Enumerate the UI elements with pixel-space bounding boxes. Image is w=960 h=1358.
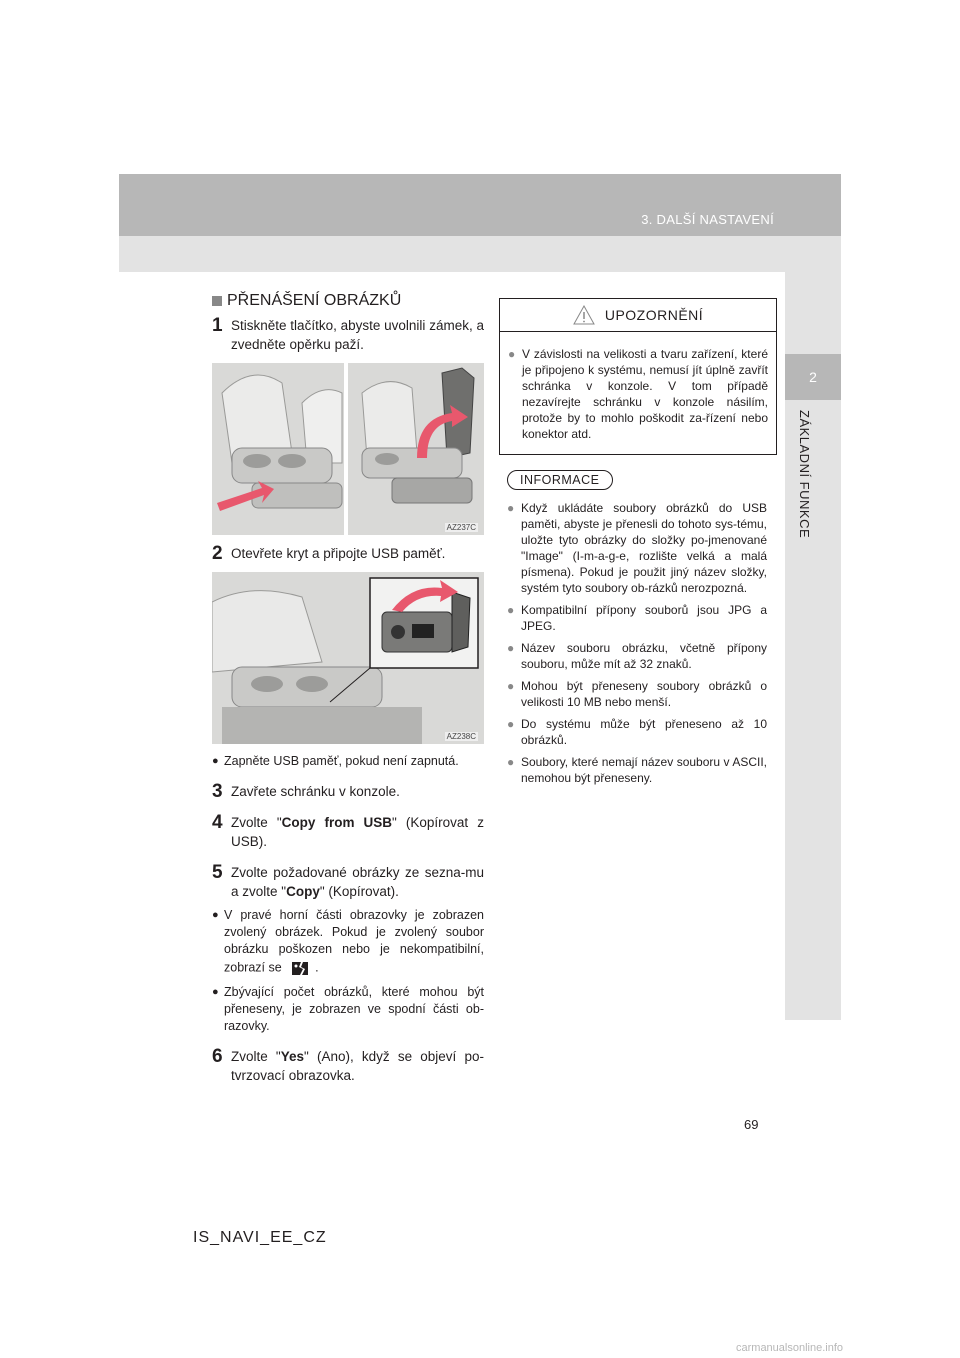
armrest-illustration xyxy=(212,363,484,535)
step-text xyxy=(231,863,484,901)
bullet-dot-icon: ● xyxy=(507,679,515,693)
warning-body xyxy=(500,332,776,454)
step-text xyxy=(231,813,484,851)
info-item xyxy=(507,716,767,748)
section-title: PŘENÁŠENÍ OBRÁZKŮ xyxy=(227,292,402,309)
header-title: 3. DALŠÍ NASTAVENÍ xyxy=(641,212,774,227)
step-text-pre: Zvolte požadované obrázky ze sezna-mu a zvolte " xyxy=(231,865,484,899)
bullet-dot-icon: ● xyxy=(212,986,219,998)
info-item xyxy=(507,602,767,634)
watermark[interactable]: carmanualsonline.info xyxy=(736,1342,844,1354)
bullet-dot-icon: ● xyxy=(212,755,219,767)
bullet-item xyxy=(212,753,484,770)
bullet-item xyxy=(212,907,484,978)
page-number: 69 xyxy=(744,1117,759,1132)
left-column xyxy=(212,292,484,1085)
warning-item xyxy=(508,346,768,442)
bullet-dot-icon: ● xyxy=(507,717,515,731)
footer-code: IS_NAVI_EE_CZ xyxy=(193,1229,327,1246)
step-number: 3 xyxy=(212,781,223,802)
bullet-text xyxy=(224,907,484,978)
warning-text: V závislosti na velikosti a tvaru zařízení, které je připojeno k systému, nemusí jít úplně zavřít schránka v konzole. V tom případě nezavírejte schránku v konzole násilím, protože by to mohlo poškodit za-řízení nebo konektor atd. xyxy=(522,347,768,441)
step-text-pre: Zvolte " xyxy=(231,1049,281,1064)
step-6 xyxy=(212,1047,484,1085)
usb-drawing xyxy=(212,572,484,744)
bullet-dot-icon: ● xyxy=(507,501,515,515)
info-text: Do systému může být přeneseno až 10 obrázků. xyxy=(521,717,767,747)
bullet-text-post: . xyxy=(315,960,319,975)
ui-label: Copy from USB xyxy=(281,815,393,830)
bullet-item xyxy=(212,984,484,1035)
step-text-post: " (Kopírovat). xyxy=(319,884,399,899)
step-text-pre: Zvolte " xyxy=(231,815,282,830)
info-body xyxy=(499,490,775,786)
bullet-text-pre: V pravé horní části obrazovky je zobrazen zvolený obrázek. Pokud je zvolený soubor obrázku poškozen nebo je nekompatibilní, zobrazí se xyxy=(224,908,484,975)
info-item xyxy=(507,500,767,596)
step-text: Otevřete kryt a připojte USB paměť. xyxy=(231,546,446,561)
step-text-post: " (Kopírovat z USB). xyxy=(231,815,484,849)
info-text: Když ukládáte soubory obrázků do USB paměti, abyste je přenesli do tohoto sys-tému, uložte tyto obrázky do složky po-jmenované "Image" (I-m-a-g-e, rozlište velká a malá písmena). Pokud je použit jiný název složky, systém tyto soubory ob-rázků nerozpozná. xyxy=(521,501,767,595)
step-number: 5 xyxy=(212,862,223,883)
step-number: 4 xyxy=(212,812,223,833)
chapter-number: 2 xyxy=(785,354,841,400)
square-bullet-icon xyxy=(212,296,222,306)
step-text xyxy=(231,1047,484,1085)
warning-triangle-icon xyxy=(573,305,595,325)
bullet-dot-icon: ● xyxy=(212,909,219,921)
warning-header xyxy=(500,299,776,332)
figure-code: AZ238C xyxy=(446,732,476,741)
ui-label: Copy xyxy=(286,884,320,899)
step-text: Zavřete schránku v konzole. xyxy=(231,784,400,799)
info-text: Název souboru obrázku, včetně přípony souboru, může mít až 32 znaků. xyxy=(521,641,767,671)
bullet-text: Zbývající počet obrázků, které mohou být přeneseny, je zobrazen ve spodní části ob-razovky. xyxy=(224,985,484,1033)
step-number: 6 xyxy=(212,1046,223,1067)
step-5 xyxy=(212,863,484,901)
info-text: Soubory, které nemají název souboru v ASCII, nemohou být přeneseny. xyxy=(521,755,767,785)
info-item xyxy=(507,754,767,786)
step-text: Stiskněte tlačítko, abyste uvolnili zámek, a zvedněte opěrku paží. xyxy=(231,318,484,352)
info-text: Kompatibilní přípony souborů jsou JPG a JPEG. xyxy=(521,603,767,633)
step-1 xyxy=(212,316,484,354)
step-number: 2 xyxy=(212,543,223,564)
step-3 xyxy=(212,782,484,801)
bullet-dot-icon: ● xyxy=(507,641,515,655)
figure-code: AZ237C xyxy=(446,523,476,532)
armrest-drawing xyxy=(212,363,484,535)
info-title: INFORMACE xyxy=(507,470,613,490)
step-4 xyxy=(212,813,484,851)
warning-box xyxy=(499,298,777,455)
section-heading xyxy=(212,292,484,310)
info-item xyxy=(507,640,767,672)
chapter-label: ZÁKLADNÍ FUNKCE xyxy=(797,410,812,539)
usb-illustration xyxy=(212,572,484,744)
step-text-post: " (Ano), když se objeví po-tvrzovací obrazovka. xyxy=(231,1049,484,1083)
step-number: 1 xyxy=(212,315,223,336)
bullet-dot-icon: ● xyxy=(507,603,515,617)
info-text: Mohou být přeneseny soubory obrázků o velikosti 10 MB nebo menší. xyxy=(521,679,767,709)
step-2 xyxy=(212,544,484,563)
bullet-dot-icon: ● xyxy=(508,347,516,361)
info-box xyxy=(499,470,775,786)
broken-image-icon xyxy=(289,958,311,978)
info-item xyxy=(507,678,767,710)
bullet-text: Zapněte USB paměť, pokud není zapnutá. xyxy=(224,754,459,768)
ui-label: Yes xyxy=(280,1049,305,1064)
bullet-dot-icon: ● xyxy=(507,755,515,769)
warning-title: UPOZORNĚNÍ xyxy=(604,307,704,323)
